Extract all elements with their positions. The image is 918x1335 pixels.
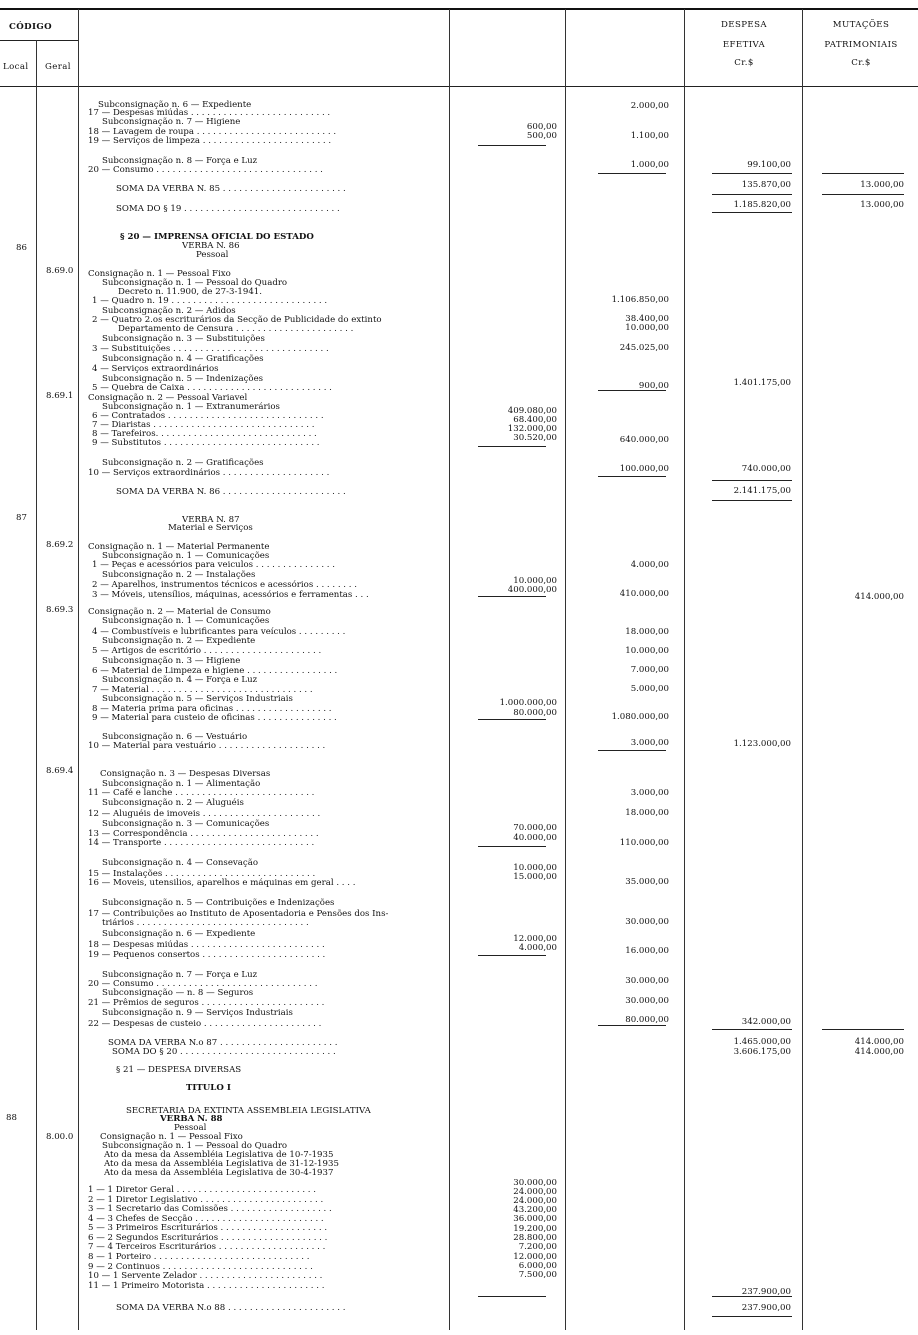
geral-code: 8.69.0 [46, 266, 74, 276]
description-line: Ato da mesa da Assembléia Legislativa de 30-4-1937 [104, 1168, 334, 1178]
parcial-value: 36.000,00 [513, 1214, 557, 1224]
despesa-efetiva-value: 1.401.175,00 [733, 378, 791, 388]
col-rule-c3 [684, 9, 685, 1330]
description-line: Consignação n. 1 — Material Permanente [88, 542, 270, 552]
col-rule-local [36, 40, 37, 1330]
description-line: VERBA N. 88 [160, 1114, 223, 1124]
description-line: 5 — Artigos de escritório . . . . . . . . . . . . . . . . . . . . . . [92, 646, 322, 656]
parcial-value: 7.500,00 [518, 1270, 557, 1280]
description-line: 17 — Despesas miúdas . . . . . . . . . . . . . . . . . . . . . . . . . . [88, 108, 331, 118]
sum-rule [598, 390, 666, 391]
description-line: 9 — Material para custeio de oficinas . . . . . . . . . . . . . . . [92, 713, 337, 723]
sum-rule [478, 719, 546, 720]
description-line: Subconsignação n. 4 — Força e Luz [102, 675, 258, 685]
sum-rule [822, 173, 904, 174]
parcial-value: 19.200,00 [513, 1224, 557, 1234]
parcial-value: 1.000.000,00 [499, 698, 557, 708]
description-line: 2 — 1 Diretor Legislativo . . . . . . . . . . . . . . . . . . . . . . . [88, 1195, 324, 1205]
local-header: Local [3, 62, 29, 72]
description-line: Consignação n. 1 — Pessoal Fixo [100, 1132, 243, 1142]
despesa-efetiva-value: 3.606.175,00 [733, 1047, 791, 1057]
description-line: SOMA DO § 19 . . . . . . . . . . . . . . . . . . . . . . . . . . . . . [116, 204, 340, 214]
geral-code: 8.69.1 [46, 391, 74, 401]
sum-rule [478, 955, 546, 956]
description-line: 10 — Serviços extraordinários . . . . . . . . . . . . . . . . . . . . [88, 468, 330, 478]
sum-rule [712, 480, 792, 481]
description-line: 18 — Despesas miúdas . . . . . . . . . . . . . . . . . . . . . . . . . [88, 940, 325, 950]
description-line: 14 — Transporte . . . . . . . . . . . . . . . . . . . . . . . . . . . . [88, 838, 315, 848]
sum-rule [712, 500, 792, 501]
description-line: Subconsignação n. 1 — Comunicações [102, 551, 270, 561]
description-line: 1 — Peças e acessórios para veiculos . . . . . . . . . . . . . . . [92, 560, 335, 570]
parcial-value: 70.000,00 [513, 823, 557, 833]
description-line: Subconsignação n. 7 — Força e Luz [102, 970, 258, 980]
description-line: 15 — Instalações . . . . . . . . . . . . . . . . . . . . . . . . . . . . [88, 869, 316, 879]
local-code-88: 88 [6, 1113, 17, 1123]
sum-rule [822, 1029, 904, 1030]
subtotal-value: 35.000,00 [625, 877, 669, 887]
description-line: 10 — 1 Servente Zelador . . . . . . . . . . . . . . . . . . . . . . . [88, 1271, 323, 1281]
description-line: SOMA DA VERBA N.o 88 . . . . . . . . . . . . . . . . . . . . . . [116, 1303, 346, 1313]
parcial-value: 30.520,00 [513, 433, 557, 443]
description-line: SOMA DO § 20 . . . . . . . . . . . . . . . . . . . . . . . . . . . . . [112, 1047, 336, 1057]
parcial-value: 7.200,00 [518, 1242, 557, 1252]
header-rule-codigo [0, 40, 78, 41]
description-line: Pessoal [174, 1123, 207, 1133]
description-line: Subconsignação n. 5 — Contribuições e Indenizações [102, 898, 335, 908]
description-line: Pessoal [196, 250, 229, 260]
description-line: TITULO I [186, 1083, 231, 1093]
subtotal-value: 100.000,00 [619, 464, 669, 474]
description-line: 3 — 1 Secretario das Comissões . . . . . . . . . . . . . . . . . . . [88, 1204, 332, 1214]
parcial-value: 409.080,00 [507, 406, 557, 416]
despesa-efetiva-value: 135.870,00 [741, 180, 791, 190]
parcial-value: 4.000,00 [518, 943, 557, 953]
description-line: 19 — Pequenos consertos . . . . . . . . . . . . . . . . . . . . . . . [88, 950, 326, 960]
description-line: VERBA N. 87 [182, 515, 240, 525]
sum-rule [712, 1029, 792, 1030]
despesa-efetiva-value: 1.465.000,00 [733, 1037, 791, 1047]
description-line: Subconsignação n. 5 — Serviços Industriais [102, 694, 293, 704]
description-line: Subconsignação n. 4 — Consevação [102, 858, 258, 868]
parcial-value: 10.000,00 [513, 576, 557, 586]
subtotal-value: 30.000,00 [625, 996, 669, 1006]
subtotal-value: 3.000,00 [630, 788, 669, 798]
subtotal-value: 2.000,00 [630, 101, 669, 111]
description-line: 3 — Substituições . . . . . . . . . . . . . . . . . . . . . . . . . . . . . [92, 344, 329, 354]
description-line: 22 — Despesas de custeio . . . . . . . . . . . . . . . . . . . . . . [88, 1019, 322, 1029]
top-rule [0, 8, 918, 10]
mutacoes-value: 13.000,00 [860, 200, 904, 210]
subtotal-value: 640.000,00 [619, 435, 669, 445]
parcial-value: 43.200,00 [513, 1205, 557, 1215]
parcial-value: 30.000,00 [513, 1178, 557, 1188]
description-line: § 21 — DESPESA DIVERSAS [116, 1065, 242, 1075]
description-line: 8 — Materia prima para oficinas . . . . . . . . . . . . . . . . . . [92, 704, 332, 714]
subtotal-value: 1.100,00 [630, 131, 669, 141]
description-line: 20 — Consumo . . . . . . . . . . . . . . . . . . . . . . . . . . . . . . [88, 979, 318, 989]
parcial-value: 40.000,00 [513, 833, 557, 843]
description-line: 12 — Aluguéis de imoveis . . . . . . . . . . . . . . . . . . . . . . [88, 809, 321, 819]
description-line: VERBA N. 86 [182, 241, 240, 251]
description-line: 7 — Material . . . . . . . . . . . . . . . . . . . . . . . . . . . . . . [92, 685, 313, 695]
subtotal-value: 4.000,00 [630, 560, 669, 570]
subtotal-value: 7.000,00 [630, 665, 669, 675]
description-line: 1 — Quadro n. 19 . . . . . . . . . . . . . . . . . . . . . . . . . . . . . [92, 296, 328, 306]
parcial-value: 80.000,00 [513, 708, 557, 718]
mutacoes-header-3: Cr.$ [851, 58, 871, 68]
description-line: Subconsignação n. 4 — Gratificações [102, 354, 264, 364]
description-line: Departamento de Censura . . . . . . . . . . . . . . . . . . . . . . [118, 324, 354, 334]
description-line: Subconsignação n. 6 — Expediente [98, 100, 252, 110]
subtotal-value: 30.000,00 [625, 976, 669, 986]
description-line: 1 — 1 Diretor Geral . . . . . . . . . . . . . . . . . . . . . . . . . . [88, 1185, 317, 1195]
subtotal-value: 110.000,00 [619, 838, 669, 848]
description-line: 7 — Diaristas . . . . . . . . . . . . . . . . . . . . . . . . . . . . . . [92, 420, 315, 430]
description-line: Subconsignação n. 1 — Alimentação [102, 779, 261, 789]
parcial-value: 10.000,00 [513, 863, 557, 873]
col-rule-c1 [449, 9, 450, 1330]
description-line: Subconsignação n. 2 — Adidos [102, 306, 236, 316]
subtotal-value: 3.000,00 [630, 738, 669, 748]
description-line: Subconsignação n. 2 — Gratificações [102, 458, 264, 468]
sum-rule [478, 446, 546, 447]
codigo-header: CÓDIGO [9, 22, 53, 32]
sum-rule [712, 194, 792, 195]
subtotal-value: 245.025,00 [619, 343, 669, 353]
description-line: Subconsignação n. 8 — Força e Luz [102, 156, 258, 166]
parcial-value: 28.800,00 [513, 1233, 557, 1243]
description-line: Subconsignação n. 5 — Indenizações [102, 374, 264, 384]
description-line: Consignação n. 2 — Pessoal Variavel [88, 393, 248, 403]
description-line: triários . . . . . . . . . . . . . . . . . . . . . . . . . . . . . . . . [102, 918, 309, 928]
description-line: SOMA DA VERBA N. 85 . . . . . . . . . . . . . . . . . . . . . . . [116, 184, 346, 194]
sum-rule [712, 212, 792, 213]
description-line: 16 — Moveis, utensilios, aparelhos e máquinas em geral . . . . [88, 878, 356, 888]
sum-rule [478, 596, 546, 597]
description-line: Subconsignação n. 3 — Comunicações [102, 819, 270, 829]
parcial-value: 400.000,00 [507, 585, 557, 595]
description-line: 13 — Correspondência . . . . . . . . . . . . . . . . . . . . . . . . [88, 829, 319, 839]
parcial-value: 24.000,00 [513, 1187, 557, 1197]
despesa-header-2: EFETIVA [722, 40, 766, 50]
subtotal-value: 900,00 [638, 381, 669, 391]
parcial-value: 68.400,00 [513, 415, 557, 425]
description-line: 2 — Quatro 2.os escriturários da Secção de Publicidade do extinto [92, 315, 382, 325]
description-line: SOMA DA VERBA N. 86 . . . . . . . . . . . . . . . . . . . . . . . [116, 487, 346, 497]
subtotal-value: 1.080.000,00 [611, 712, 669, 722]
mutacoes-header-2: PATRIMONIAIS [824, 40, 898, 50]
description-line: Decreto n. 11.900, de 27-3-1941. [118, 287, 263, 297]
description-line: Consignação n. 3 — Despesas Diversas [100, 769, 271, 779]
subtotal-value: 5.000,00 [630, 684, 669, 694]
sum-rule [478, 145, 546, 146]
geral-code: 8.69.2 [46, 540, 74, 550]
description-line: Subconsignação n. 1 — Pessoal do Quadro [102, 1141, 288, 1151]
description-line: Subconsignação n. 2 — Instalações [102, 570, 256, 580]
subtotal-value: 10.000,00 [625, 323, 669, 333]
parcial-value: 500,00 [526, 131, 557, 141]
description-line: 8 — 1 Porteiro . . . . . . . . . . . . . . . . . . . . . . . . . . . . . [88, 1252, 310, 1262]
subtotal-value: 1.000,00 [630, 160, 669, 170]
mutacoes-value: 13.000,00 [860, 180, 904, 190]
description-line: 10 — Material para vestuário . . . . . . . . . . . . . . . . . . . . [88, 741, 326, 751]
sum-rule [822, 194, 904, 195]
description-line: 8 — Tarefeiros. . . . . . . . . . . . . . . . . . . . . . . . . . . . . . [92, 429, 317, 439]
despesa-efetiva-value: 740.000,00 [741, 464, 791, 474]
description-line: 20 — Consumo . . . . . . . . . . . . . . . . . . . . . . . . . . . . . . . [88, 165, 323, 175]
subtotal-value: 16.000,00 [625, 946, 669, 956]
parcial-value: 15.000,00 [513, 872, 557, 882]
despesa-header-3: Cr.$ [734, 58, 754, 68]
description-line: 11 — Café e lanche . . . . . . . . . . . . . . . . . . . . . . . . . . [88, 788, 315, 798]
parcial-value: 600,00 [526, 122, 557, 132]
description-line: Subconsignação n. 1 — Pessoal do Quadro [102, 278, 288, 288]
sum-rule [598, 476, 666, 477]
description-line: 21 — Prêmios de seguros . . . . . . . . . . . . . . . . . . . . . . . [88, 998, 325, 1008]
description-line: Subconsignação n. 7 — Higiene [102, 117, 241, 127]
mutacoes-header-1: MUTAÇÕES [832, 20, 890, 30]
subtotal-value: 80.000,00 [625, 1015, 669, 1025]
subtotal-value: 10.000,00 [625, 646, 669, 656]
description-line: 11 — 1 Primeiro Motorista . . . . . . . . . . . . . . . . . . . . . . [88, 1281, 325, 1291]
description-line: 4 — Serviços extraordinários [92, 364, 219, 374]
subtotal-value: 38.400,00 [625, 314, 669, 324]
description-line: Subconsignação n. 1 — Extranumerários [102, 402, 280, 412]
description-line: SECRETARIA DA EXTINTA ASSEMBLEIA LEGISLATIVA [126, 1106, 371, 1116]
parcial-value: 12.000,00 [513, 934, 557, 944]
description-line: 9 — 2 Continuos . . . . . . . . . . . . . . . . . . . . . . . . . . . . [88, 1262, 313, 1272]
description-line: 6 — 2 Segundos Escriturários . . . . . . . . . . . . . . . . . . . . [88, 1233, 328, 1243]
sum-rule [712, 173, 792, 174]
sum-rule [598, 173, 666, 174]
geral-code: 8.69.4 [46, 766, 74, 776]
despesa-efetiva-value: 342.000,00 [741, 1017, 791, 1027]
despesa-efetiva-value: 237.900,00 [741, 1303, 791, 1313]
description-line: 5 — Quebra de Caixa . . . . . . . . . . . . . . . . . . . . . . . . . . . [92, 383, 332, 393]
local-code-86: 86 [16, 243, 27, 253]
description-line: 7 — 4 Terceiros Escriturários . . . . . . . . . . . . . . . . . . . . [88, 1242, 326, 1252]
description-line: 19 — Serviços de limpeza . . . . . . . . . . . . . . . . . . . . . . . . [88, 136, 332, 146]
mutacoes-value: 414.000,00 [854, 592, 904, 602]
description-line: Consignação n. 1 — Pessoal Fixo [88, 269, 231, 279]
geral-code: 8.00.0 [46, 1132, 74, 1142]
description-line: Ato da mesa da Assembléia Legislativa de 31-12-1935 [104, 1159, 339, 1169]
description-line: 4 — Combustíveis e lubrificantes para veículos . . . . . . . . . [92, 627, 346, 637]
despesa-efetiva-value: 1.185.820,00 [733, 200, 791, 210]
header-bottom-rule [0, 86, 918, 87]
geral-code: 8.69.3 [46, 605, 74, 615]
col-rule-c4 [802, 9, 803, 1330]
description-line: § 20 — IMPRENSA OFICIAL DO ESTADO [120, 232, 314, 242]
description-line: 5 — 3 Primeiros Escriturários . . . . . . . . . . . . . . . . . . . . [88, 1223, 328, 1233]
description-line: Material e Serviços [168, 523, 253, 533]
description-line: Subconsignação n. 2 — Expediente [102, 636, 256, 646]
description-line: 2 — Aparelhos, instrumentos técnicos e acessórios . . . . . . . . [92, 580, 357, 590]
description-line: 18 — Lavagem de roupa . . . . . . . . . . . . . . . . . . . . . . . . . . [88, 127, 337, 137]
sum-rule [478, 1296, 546, 1297]
description-line: Subconsignação — n. 8 — Seguros [102, 988, 254, 998]
description-line: 6 — Material de Limpeza e higiene . . . . . . . . . . . . . . . . . [92, 666, 338, 676]
mutacoes-value: 414.000,00 [854, 1037, 904, 1047]
description-line: Ato da mesa da Assembléia Legislativa de 10-7-1935 [104, 1150, 334, 1160]
description-line: Subconsignação n. 3 — Higiene [102, 656, 241, 666]
description-line: 17 — Contribuições ao Instituto de Aposentadoria e Pensões dos Ins- [88, 909, 389, 919]
sum-rule [712, 1316, 792, 1317]
subtotal-value: 410.000,00 [619, 589, 669, 599]
despesa-header-1: DESPESA [721, 20, 767, 30]
description-line: Subconsignação n. 9 — Serviços Industriais [102, 1008, 293, 1018]
sum-rule [478, 846, 546, 847]
description-line: Subconsignação n. 2 — Aluguéis [102, 798, 244, 808]
col-rule-c2 [565, 9, 566, 1330]
description-line: Consignação n. 2 — Material de Consumo [88, 607, 271, 617]
subtotal-value: 18.000,00 [625, 627, 669, 637]
despesa-efetiva-value: 1.123.000,00 [733, 739, 791, 749]
despesa-efetiva-value: 2.141.175,00 [733, 486, 791, 496]
sum-rule [598, 1025, 666, 1026]
geral-header: Geral [45, 62, 71, 72]
subtotal-value: 30.000,00 [625, 917, 669, 927]
despesa-efetiva-value: 99.100,00 [747, 160, 791, 170]
description-line: 6 — Contratados . . . . . . . . . . . . . . . . . . . . . . . . . . . . . [92, 411, 324, 421]
parcial-value: 12.000,00 [513, 1252, 557, 1262]
description-line: Subconsignação n. 6 — Expediente [102, 929, 256, 939]
mutacoes-value: 414.000,00 [854, 1047, 904, 1057]
subtotal-value: 18.000,00 [625, 808, 669, 818]
description-line: Subconsignação n. 6 — Vestuário [102, 732, 248, 742]
description-line: SOMA DA VERBA N.o 87 . . . . . . . . . . . . . . . . . . . . . . [108, 1038, 338, 1048]
description-line: 9 — Substitutos . . . . . . . . . . . . . . . . . . . . . . . . . . . . . [92, 438, 320, 448]
description-line: Subconsignação n. 1 — Comunicações [102, 616, 270, 626]
despesa-efetiva-value: 237.900,00 [741, 1287, 791, 1297]
parcial-value: 132.000,00 [507, 424, 557, 434]
description-line: 4 — 3 Chefes de Secção . . . . . . . . . . . . . . . . . . . . . . . . [88, 1214, 324, 1224]
description-line: Subconsignação n. 3 — Substituições [102, 334, 265, 344]
col-rule-geral [78, 9, 79, 1330]
local-code-87: 87 [16, 513, 27, 523]
subtotal-value: 1.106.850,00 [611, 295, 669, 305]
parcial-value: 6.000,00 [518, 1261, 557, 1271]
parcial-value: 24.000,00 [513, 1196, 557, 1206]
sum-rule [598, 750, 666, 751]
description-line: 3 — Móveis, utensílios, máquinas, acessórios e ferramentas . . . [92, 590, 369, 600]
sum-rule [712, 1296, 792, 1297]
